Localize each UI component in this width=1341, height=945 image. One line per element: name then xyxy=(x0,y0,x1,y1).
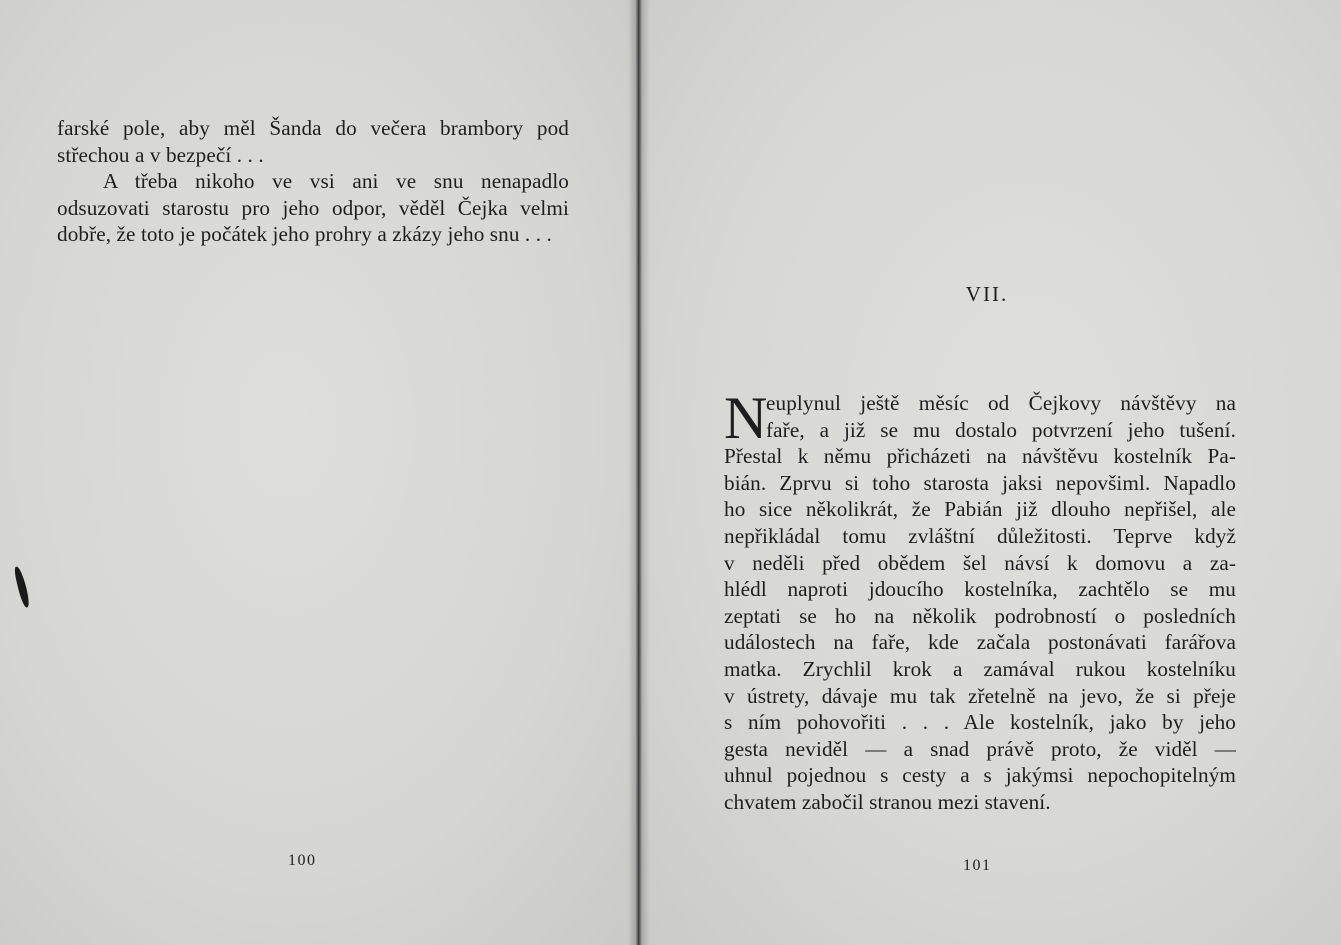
left-page xyxy=(0,0,638,945)
paragraph: A třeba nikoho ve vsi ani ve snu nenapadlo odsuzovati starostu pro jeho odpor, věděl Čejka velmi dobře, že toto je počátek jeho prohry a zkázy jeho snu . . . xyxy=(57,169,569,247)
text-line: matka. Zrychlil krok a zamával rukou kostelníku xyxy=(724,656,1236,681)
text-line: událostech na faře, kde začala postonávati farářova xyxy=(724,630,1236,655)
text-line: gesta neviděl — a snad právě proto, že viděl — xyxy=(724,736,1236,761)
text-line: hlédl naproti jdoucího kostelníka, zachtělo se mu xyxy=(724,577,1236,602)
text-line: uhnul pojednou s cesty a s jakýmsi nepochopitelným xyxy=(724,763,1236,788)
page-number-left: 100 xyxy=(288,852,317,869)
text-line: zeptati se ho na několik podrobností o posledních xyxy=(724,603,1236,628)
ink-speck xyxy=(13,566,31,609)
text-line: s ním pohovořiti . . . Ale kostelník, jako by jeho xyxy=(724,710,1236,735)
text-line: v neděli před obědem šel návsí k domovu a za- xyxy=(724,550,1236,575)
text-line: chvatem zabočil stranou mezi stavení. xyxy=(724,789,1051,814)
text-line: faře, a již se mu dostalo potvrzení jeho tušení. xyxy=(766,417,1236,442)
text-line: nepřikládal tomu zvláštní důležitosti. Teprve když xyxy=(724,523,1236,548)
text-line: bián. Zprvu si toho starosta jaksi nepovšiml. Napadlo xyxy=(724,470,1236,495)
book-gutter xyxy=(628,0,650,945)
text-line: euplynul ještě měsíc od Čejkovy návštěvy na xyxy=(766,391,1236,415)
left-page-body xyxy=(57,115,569,248)
paragraph-continuation: farské pole, aby měl Šanda do večera brambory pod střechou a v bezpečí . . . xyxy=(57,116,569,167)
chapter-heading: VII. xyxy=(965,282,1009,306)
text-line: v ústrety, dávaje mu tak zřetelně na jevo, že si přeje xyxy=(724,683,1236,708)
right-page xyxy=(642,0,1341,945)
chapter-text xyxy=(724,385,1236,816)
page-number-right: 101 xyxy=(963,857,992,874)
text-line: Přestal k němu přicházeti na návštěvu kostelník Pa- xyxy=(724,444,1236,469)
drop-cap: N xyxy=(724,385,768,451)
text-line: ho sice několikrát, že Pabián již dlouho nepřišel, ale xyxy=(724,497,1236,522)
